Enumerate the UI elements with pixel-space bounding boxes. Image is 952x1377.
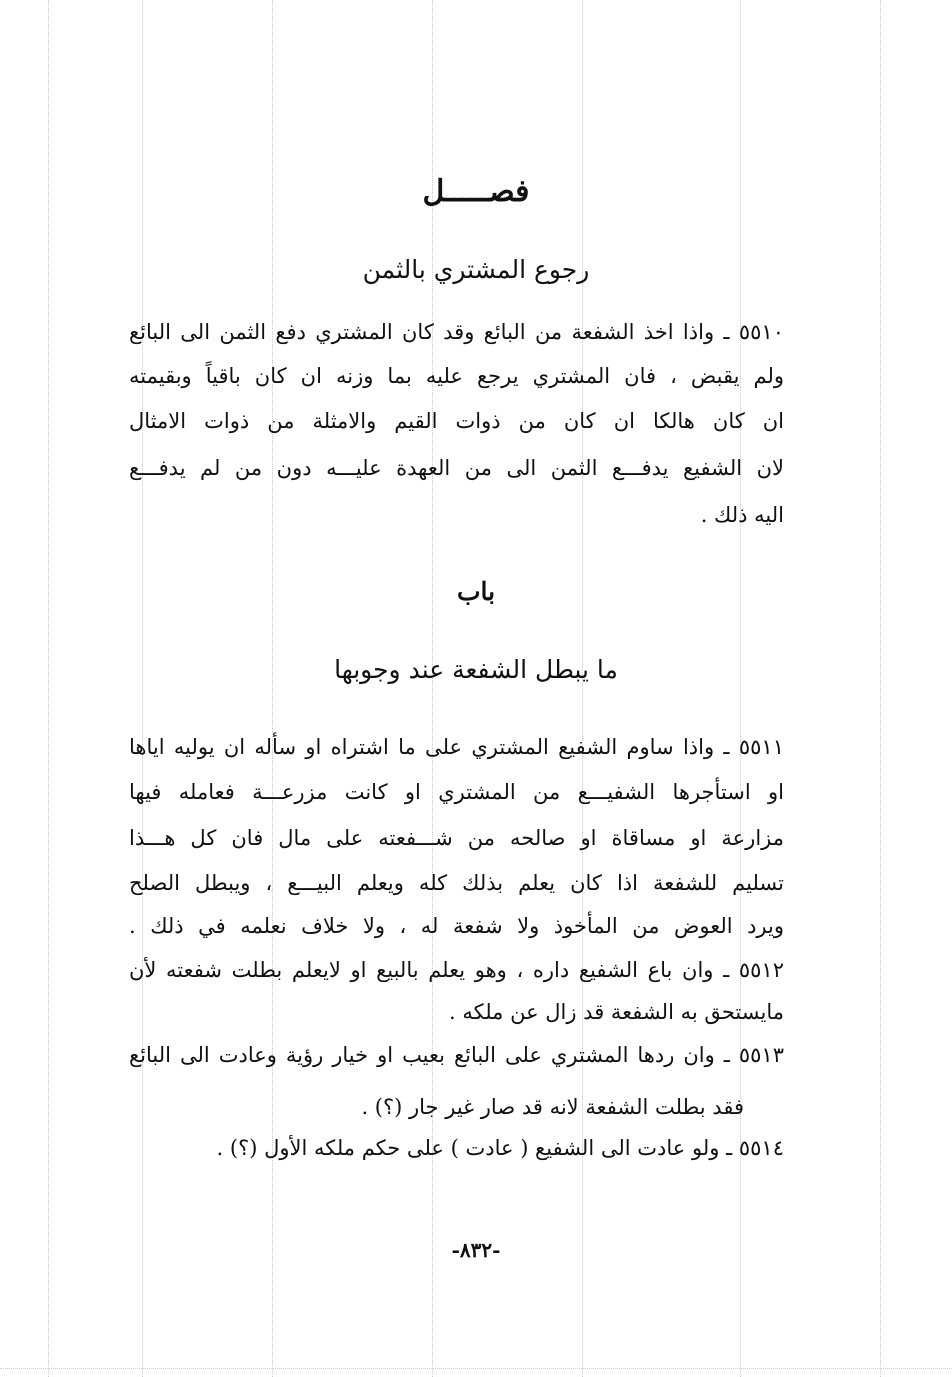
text-line: فقد بطلت الشفعة لانه قد صار غير جار (؟) . — [361, 1095, 744, 1119]
text-line: او استأجرها الشفيـــع من المشتري او كانت مزرعـــة فعامله فيها — [129, 780, 784, 804]
text-line: ولم يقبض ، فان المشتري يرجع عليه بما وزنه ان كان باقياً وبقيمته — [129, 364, 784, 388]
text-line: ٥٥١١ ـ واذا ساوم الشفيع المشتري على ما اشتراه او سأله ان يوليه اياها — [129, 735, 784, 759]
text-line: ويرد العوض من المأخوذ ولا شفعة له ، ولا خلاف نعلمه في ذلك . — [129, 914, 784, 938]
text-line: ان كان هالكا ان كان من ذوات القيم والامثلة من ذوات الامثال — [129, 409, 784, 433]
scan-guide-line — [48, 0, 49, 1377]
chapter-title: باب — [456, 577, 496, 606]
text-line: مزارعة او مساقاة او صالحه من شـــفعته على مال فان كل هـــذا — [129, 826, 784, 850]
section-subtitle: رجوع المشتري بالثمن — [362, 255, 590, 284]
text-line: ٥٥١٤ ـ ولو عادت الى الشفيع ( عادت ) على حكم ملكه الأول (؟) . — [216, 1136, 784, 1160]
page-number: -٨٣٢- — [451, 1238, 501, 1262]
scan-guide-line — [740, 0, 741, 1377]
text-line: ٥٥١٠ ـ واذا اخذ الشفعة من البائع وقد كان المشتري دفع الثمن الى البائع — [129, 320, 784, 344]
text-line: مايستحق به الشفعة قد زال عن ملكه . — [449, 1000, 784, 1024]
scan-guide-line — [272, 0, 273, 1377]
scan-guide-line — [880, 0, 881, 1377]
text-line: لان الشفيع يدفـــع الثمن الى من العهدة عليـــه دون من لم يدفـــع — [129, 456, 784, 480]
scan-guide-line — [582, 0, 583, 1377]
section-title: فصـــــل — [422, 174, 530, 209]
text-line: ٥٥١٣ ـ وان ردها المشتري على البائع بعيب او خيار رؤية وعادت الى البائع — [129, 1043, 784, 1067]
scan-guide-line — [0, 1368, 952, 1369]
text-line: تسليم للشفعة اذا كان يعلم بذلك كله ويعلم البيـــع ، ويبطل الصلح — [129, 871, 784, 895]
text-line: ٥٥١٢ ـ وان باع الشفيع داره ، وهو يعلم بالبيع او لايعلم بطلت شفعته لأن — [129, 958, 784, 982]
scan-guide-line — [142, 0, 143, 1377]
chapter-subtitle: ما يبطل الشفعة عند وجوبها — [334, 655, 618, 684]
text-line: اليه ذلك . — [700, 503, 784, 527]
